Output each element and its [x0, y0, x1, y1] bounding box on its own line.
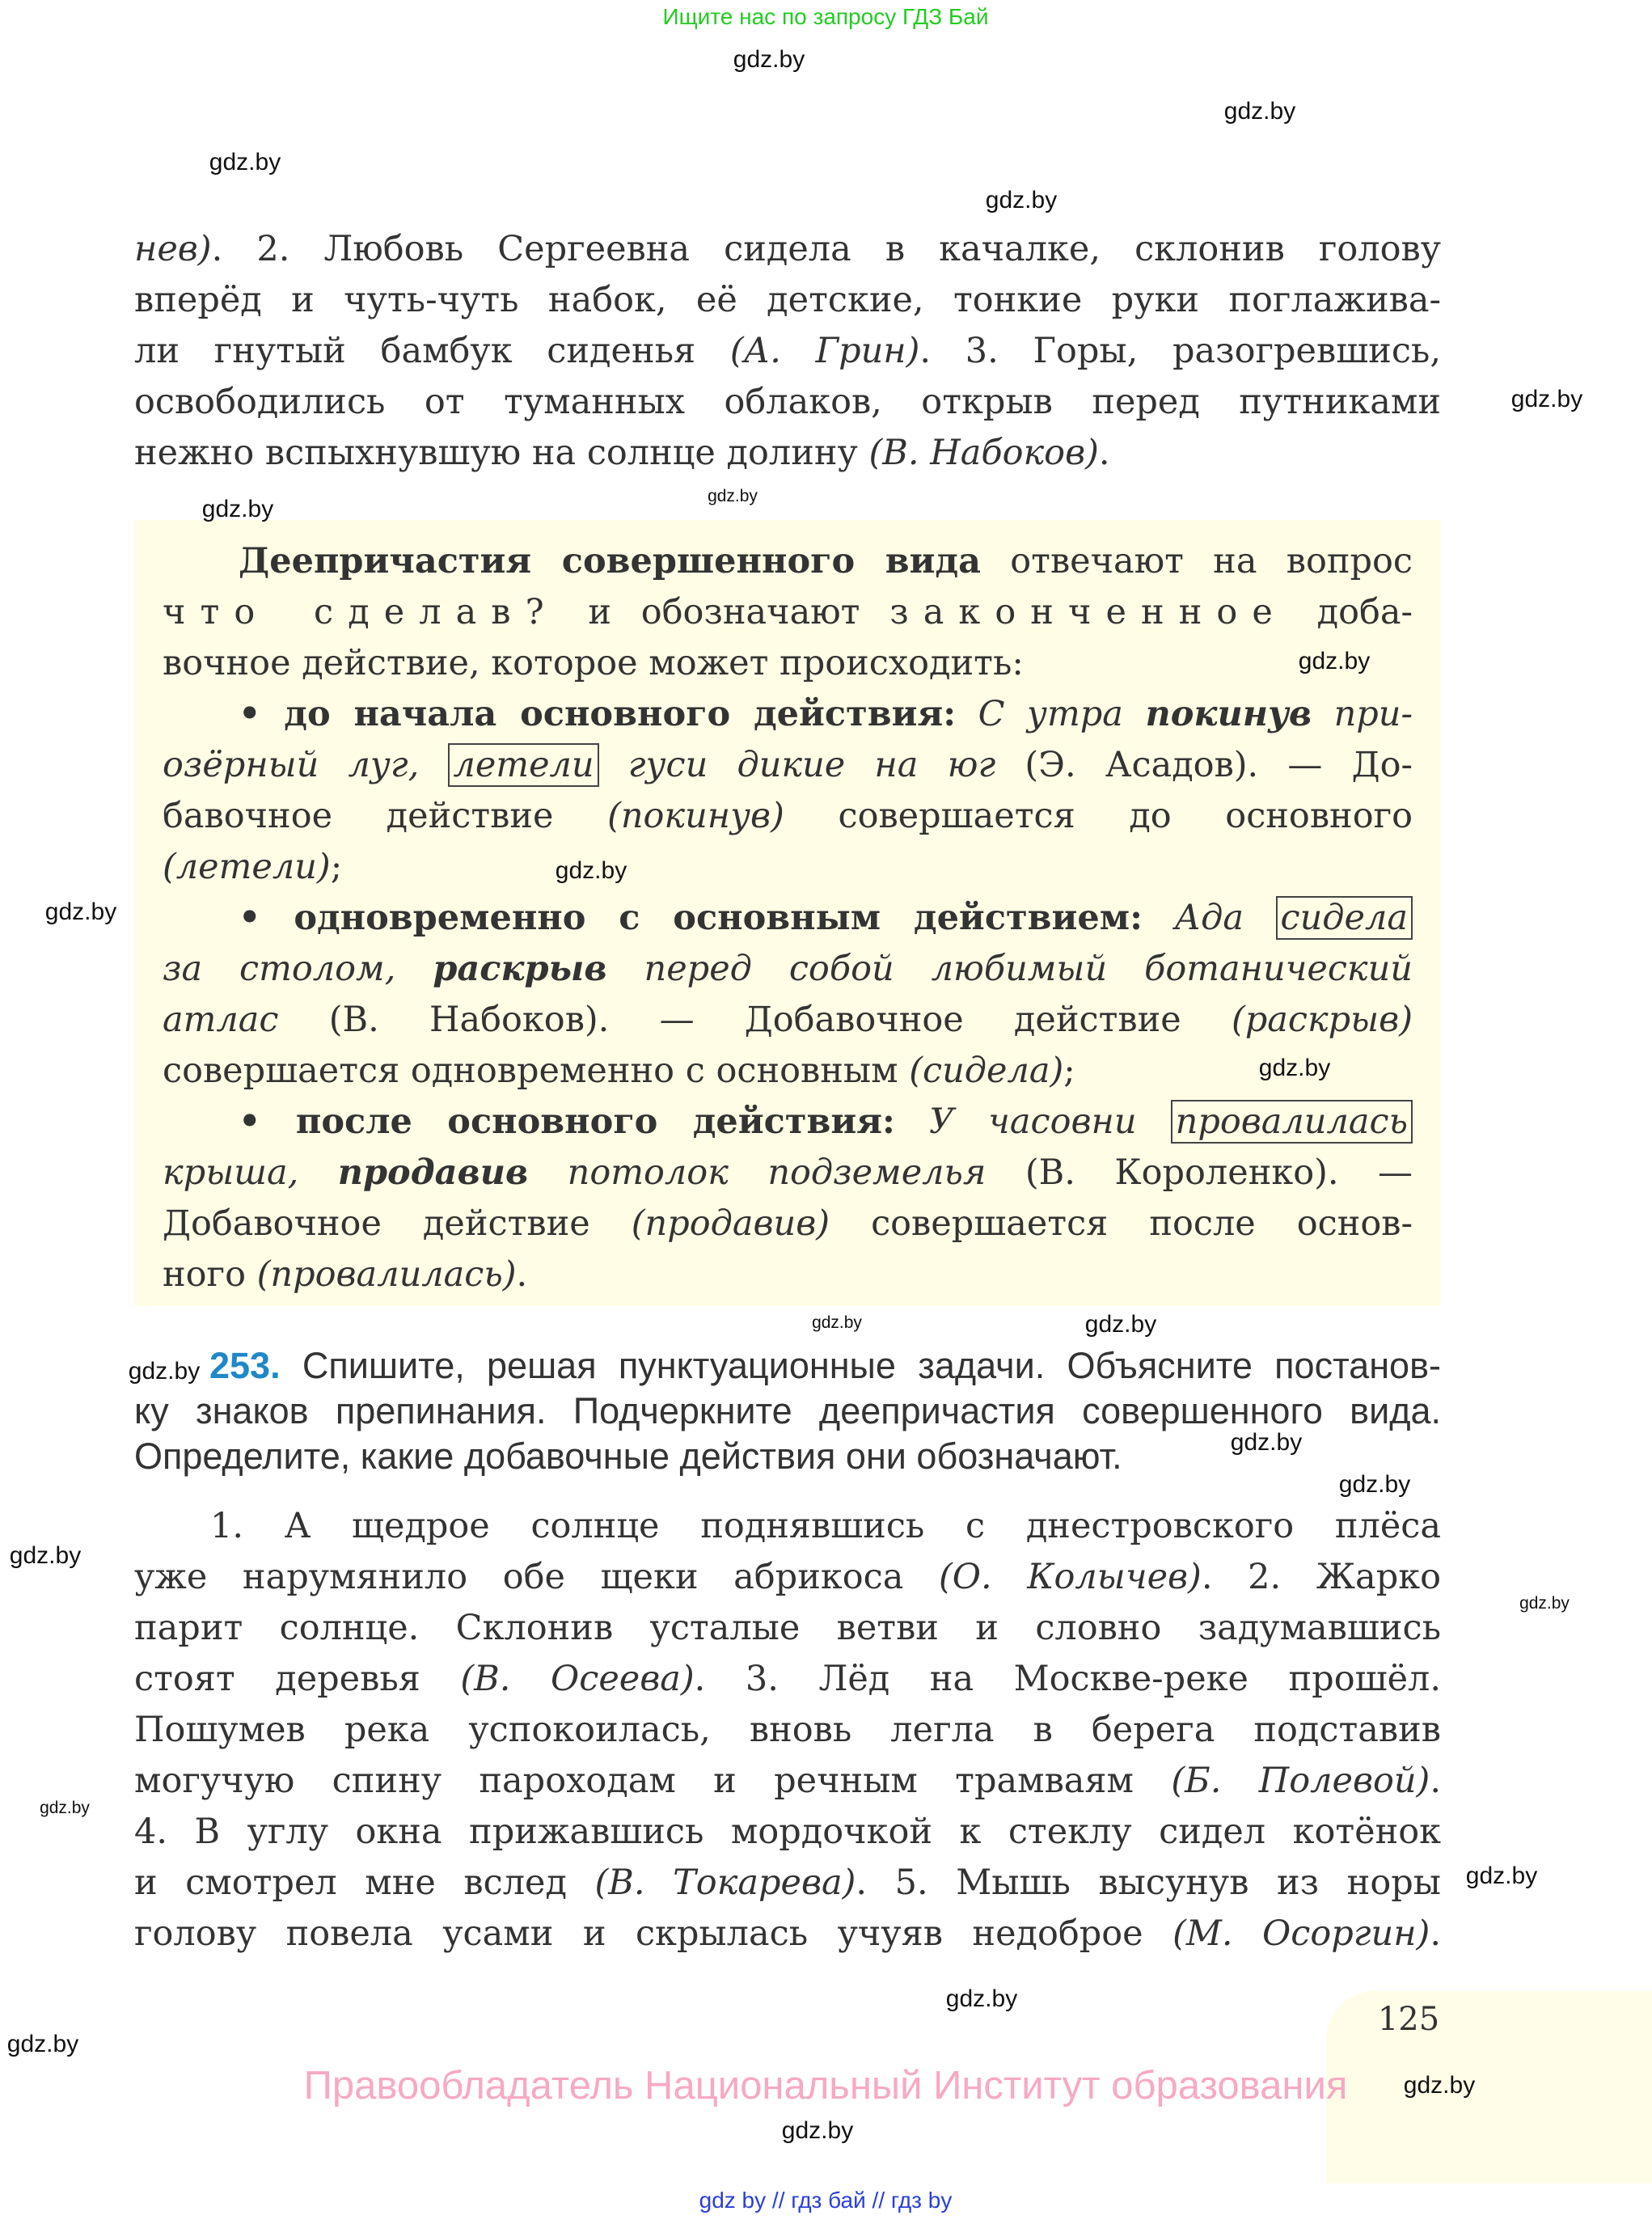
text-line: [239, 895, 1413, 942]
text-segment: [956, 694, 978, 734]
text-segment: парит солнце. Склонив усталые ветви и словно задумавшись: [134, 1608, 1441, 1648]
text-line: [210, 1503, 1441, 1550]
text-line: [163, 1201, 1413, 1248]
italic-text: крыша,: [163, 1152, 338, 1193]
watermark: gdz.by: [1230, 1429, 1303, 1456]
boxed-verb: сидела: [1276, 896, 1413, 940]
bold-text: после основного действия:: [295, 1101, 895, 1142]
watermark: gdz.by: [1465, 1862, 1538, 1889]
text-segment: бавочное действие: [163, 796, 608, 836]
text-segment: .: [516, 1254, 528, 1295]
text-line: [134, 1809, 1441, 1856]
bold-text: раскрыв: [433, 949, 607, 989]
text-segment: [895, 1101, 929, 1142]
italic-text: (А. Грин): [729, 331, 920, 371]
italic-text: (М. Осоргин): [1172, 1913, 1430, 1954]
task-text: ку знаков препинания. Подчеркните деепричастия совершенного вида.: [134, 1390, 1441, 1431]
text-segment: могучую спину пароходам и речным трамваям: [134, 1761, 1172, 1801]
text-line: [163, 793, 1413, 840]
text-segment: уже нарумянило обе щеки абрикоса: [134, 1557, 939, 1597]
text-segment: совершается одновременно с основным: [163, 1051, 910, 1091]
watermark: gdz.by: [6, 2031, 79, 2057]
watermark: gdz.by: [1519, 1594, 1570, 1613]
watermark: gdz.by: [1223, 98, 1296, 125]
italic-text: (продавив): [631, 1203, 830, 1244]
text-segment: (В. Короленко). —: [986, 1152, 1413, 1193]
italic-text: нев): [134, 229, 212, 269]
italic-text: потолок подземелья: [528, 1152, 987, 1193]
text-segment: . 5. Мышь высунув из норы: [856, 1862, 1441, 1903]
text-segment: (В. Набоков). — Добавочное действие: [278, 1000, 1232, 1040]
text-segment: ли гнутый бамбук сиденья: [134, 331, 730, 371]
italic-text: перед собой любимый ботанический: [606, 949, 1413, 989]
text-segment: доба-: [1287, 592, 1413, 632]
text-line: [134, 430, 1441, 477]
text-segment: ного: [163, 1254, 257, 1295]
italic-text: (летели): [163, 847, 331, 887]
watermark: gdz.by: [555, 857, 627, 884]
bold-text: продавив: [337, 1152, 529, 1193]
text-segment: голову повела усами и скрылась учуяв недоброе: [134, 1913, 1173, 1954]
text-segment: (Э. Асадов). — До-: [995, 745, 1413, 785]
copyright-footer: Правообладатель Национальный Институт образования: [303, 2064, 1348, 2108]
spaced-text: что сделав?: [163, 592, 559, 632]
text-line: [134, 277, 1441, 324]
page-number-box: [1326, 1991, 1652, 2184]
watermark: gdz.by: [128, 1358, 201, 1385]
text-segment: 1. А щедрое солнце поднявшись с днестровского плёса: [210, 1506, 1441, 1546]
watermark: gdz.by: [9, 1542, 82, 1569]
italic-text: (покинув): [607, 796, 784, 836]
text-segment: Добавочное действие: [163, 1203, 632, 1244]
boxed-verb: провалилась: [1171, 1100, 1413, 1144]
text-segment: . 3. Горы, разогревшись,: [919, 331, 1441, 371]
bold-text: Деепричастия совершенного вида: [239, 541, 982, 581]
watermark: gdz.by: [733, 46, 805, 73]
italic-text: озёрный луг,: [163, 745, 449, 785]
text-line: [163, 844, 1413, 891]
italic-text: гуси дикие на юг: [598, 745, 996, 785]
text-segment: .: [1098, 433, 1110, 473]
text-segment: .: [1430, 1913, 1441, 1954]
italic-text: (провалилась): [256, 1254, 517, 1295]
text-segment: нежно вспыхнувшую на солнце долину: [134, 433, 869, 473]
bold-text: до начала основного действия:: [284, 694, 957, 734]
italic-text: У часовни: [928, 1101, 1171, 1142]
italic-text: (О. Колычев): [938, 1557, 1202, 1597]
text-segment: стоят деревья: [134, 1659, 461, 1699]
text-line: [134, 1656, 1441, 1703]
bold-text: •: [239, 1101, 296, 1142]
text-line: [134, 1860, 1441, 1907]
text-segment: ;: [1063, 1051, 1075, 1091]
spaced-text: законченное: [889, 592, 1287, 632]
text-segment: Пошумев река успокоилась, вновь легла в берега подставив: [134, 1710, 1441, 1750]
text-line: [163, 1048, 1413, 1095]
watermark: gdz.by: [1403, 2072, 1476, 2099]
text-segment: вперёд и чуть-чуть набок, её детские, тонкие руки поглажива-: [134, 280, 1441, 320]
text-segment: . 2. Жарко: [1201, 1557, 1441, 1597]
text-segment: [1143, 898, 1175, 938]
italic-text: (сидела): [909, 1051, 1064, 1091]
watermark: gdz.by: [44, 898, 117, 925]
exercise-number: 253.: [209, 1345, 281, 1386]
text-line: [134, 1605, 1441, 1652]
watermark: gdz.by: [781, 2117, 854, 2144]
footer-links[interactable]: gdz by // гдз бай // гдз by: [699, 2188, 953, 2213]
text-line: [134, 1758, 1441, 1805]
text-line: [134, 379, 1441, 426]
watermark: gdz.by: [1258, 1055, 1331, 1081]
text-line: [163, 590, 1413, 636]
text-line: [134, 328, 1441, 375]
text-line: [239, 1099, 1413, 1146]
text-segment: ;: [330, 847, 343, 887]
text-segment: отвечают на вопрос: [981, 541, 1413, 581]
text-line: [163, 1150, 1413, 1197]
italic-text: (В. Осеева): [460, 1659, 695, 1699]
text-line: [163, 641, 1413, 687]
task-text: Определите, какие добавочные действия они обозначают.: [134, 1435, 1122, 1477]
watermark: gdz.by: [1338, 1471, 1411, 1498]
text-line: [239, 691, 1413, 738]
watermark: gdz.by: [1298, 648, 1371, 674]
text-line: [134, 1911, 1441, 1958]
watermark: gdz.by: [40, 1799, 90, 1817]
italic-text: (Б. Полевой): [1171, 1761, 1430, 1801]
italic-text: Ада: [1174, 898, 1276, 938]
text-segment: 4. В углу окна прижавшись мордочкой к стеклу сидел котёнок: [134, 1812, 1441, 1852]
text-line: [163, 742, 1413, 789]
task-text: Спишите, решая пунктуационные задачи. Объясните постанов-: [302, 1345, 1441, 1386]
text-segment: и смотрел мне вслед: [134, 1862, 595, 1903]
italic-text: за столом,: [163, 949, 433, 989]
watermark: gdz.by: [708, 487, 758, 505]
watermark: gdz.by: [209, 149, 281, 175]
text-segment: вочное действие, которое может происходить:: [163, 643, 1024, 683]
text-line: [134, 1707, 1441, 1754]
text-segment: освободились от туманных облаков, открыв перед путниками: [134, 382, 1441, 422]
italic-text: (В. Набоков): [868, 433, 1099, 473]
italic-text: атлас: [163, 1000, 279, 1040]
search-hint-link[interactable]: Ищите нас по запросу ГДЗ Бай: [662, 4, 989, 29]
text-line: [163, 1252, 1413, 1299]
watermark: gdz.by: [1510, 386, 1583, 412]
bold-text: •: [239, 898, 294, 938]
watermark: gdz.by: [985, 187, 1058, 214]
boxed-verb: летели: [448, 743, 598, 787]
text-segment: . 2. Любовь Сергеевна сидела в качалке, склонив голову: [211, 229, 1441, 269]
text-line: [134, 1554, 1441, 1601]
text-segment: совершается до основного: [784, 796, 1413, 836]
watermark: gdz.by: [201, 496, 274, 522]
bold-text: покинув: [1145, 694, 1312, 734]
italic-text: при-: [1312, 694, 1413, 734]
watermark: gdz.by: [945, 1985, 1018, 2012]
italic-text: (раскрыв): [1231, 1000, 1413, 1040]
text-segment: совершается после основ-: [830, 1203, 1413, 1244]
text-segment: .: [1430, 1761, 1441, 1801]
task-line: [209, 1344, 1441, 1389]
text-line: [239, 539, 1413, 586]
watermark: gdz.by: [812, 1313, 862, 1332]
page-number: 125: [1377, 2001, 1440, 2038]
text-segment: . 3. Лёд на Москве-реке прошёл.: [694, 1659, 1441, 1699]
text-line: [134, 226, 1441, 273]
watermark: gdz.by: [1084, 1311, 1157, 1338]
italic-text: (В. Токарева): [594, 1862, 856, 1903]
bold-text: •: [239, 694, 285, 734]
text-line: [163, 997, 1413, 1044]
italic-text: С утра: [978, 694, 1146, 734]
task-line: [134, 1389, 1441, 1435]
bold-text: одновременно с основным действием:: [294, 898, 1143, 938]
text-segment: и обозначают: [558, 592, 890, 632]
text-line: [163, 946, 1413, 993]
